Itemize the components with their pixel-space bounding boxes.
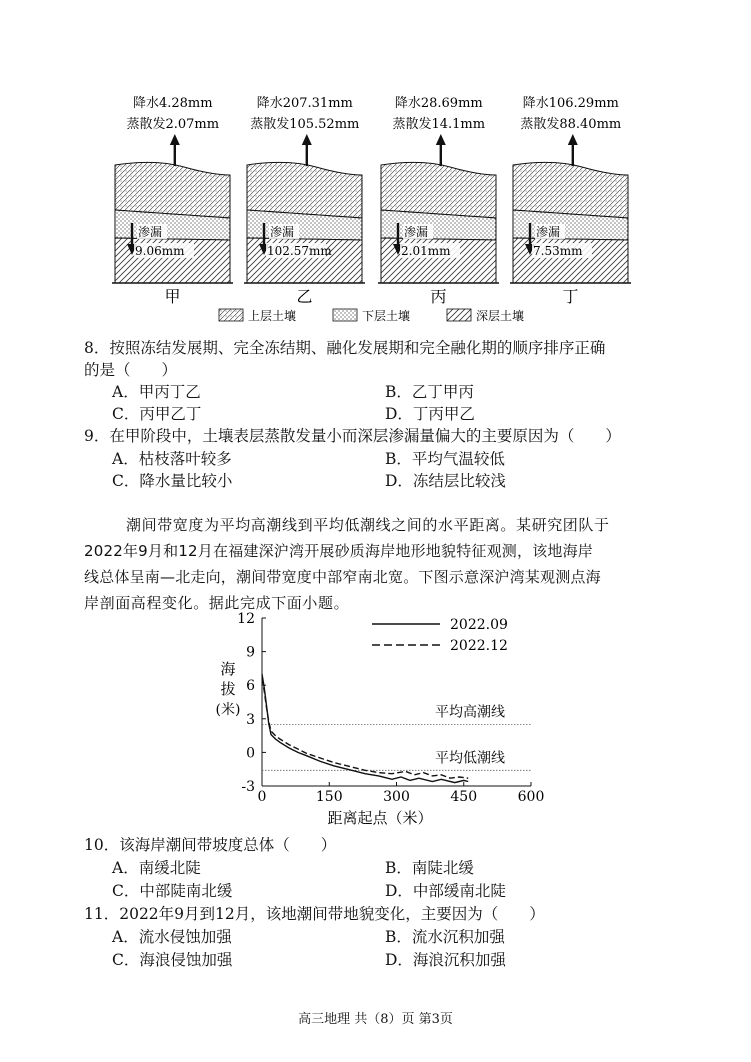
legend-label-2022.12: 2022.12 (450, 638, 508, 654)
panel-id-label: 甲 (164, 287, 181, 306)
q11-option-a[interactable]: A．流水侵蚀加强 (112, 928, 232, 946)
seep-label: 渗漏 (536, 225, 561, 239)
q9-stem: 9．在甲阶段中，土壤表层蒸散发量小而深层渗漏量偏大的主要原因为（ ） (84, 427, 621, 445)
soil-panel-4 (510, 95, 631, 306)
x-tick-label: 450 (450, 789, 478, 805)
legend-swatch-mid (333, 309, 357, 321)
chart-ylabel-char1: 海 (220, 660, 236, 678)
passage-line1: 潮间带宽度为平均高潮线到平均低潮线之间的水平距离。某研究团队于 (126, 516, 610, 534)
panel-id-label: 丁 (562, 287, 579, 306)
q10-option-b[interactable]: B．南陡北缓 (385, 859, 474, 877)
evap-label: 蒸散发88.40mm (520, 117, 622, 132)
seep-label: 渗漏 (404, 225, 429, 239)
seep-label: 渗漏 (270, 225, 295, 239)
passage (84, 512, 674, 616)
q10-option-c[interactable]: C．中部陡南北缓 (112, 882, 233, 900)
evaporation-arrowhead-icon (302, 134, 312, 145)
seep-value: 2.01mm (401, 244, 451, 258)
seep-label: 渗漏 (138, 225, 163, 239)
y-tick-label: 9 (246, 644, 255, 661)
passage-line3: 线总体呈南—北走向，潮间带宽度中部窄南北宽。下图示意深沪湾某观测点海 (84, 568, 601, 586)
soil-panel-2 (244, 95, 365, 306)
soil-layer-top (247, 162, 362, 218)
q11-option-d[interactable]: D．海浪沉积加强 (385, 951, 506, 969)
profile-chart (200, 605, 560, 830)
q8-option-c[interactable]: C．丙甲乙丁 (112, 405, 202, 423)
q8-option-d[interactable]: D．丁丙甲乙 (385, 405, 475, 423)
evap-label: 蒸散发14.1mm (392, 117, 486, 132)
evaporation-arrowhead-icon (568, 134, 578, 145)
legend-label-top: 上层土壤 (248, 309, 297, 323)
q9-option-d[interactable]: D．冻结层比较浅 (385, 472, 506, 490)
q9-option-c[interactable]: C．降水量比较小 (112, 472, 233, 490)
panel-id-label: 丙 (430, 287, 447, 306)
precip-label: 降水28.69mm (394, 96, 483, 111)
precip-label: 降水207.31mm (256, 96, 353, 111)
legend-label-deep: 深层土壤 (476, 309, 525, 323)
soil-panel-1 (112, 95, 233, 306)
soil-layer-top (115, 162, 230, 218)
q10-stem: 10．该海岸潮间带坡度总体（ ） (84, 836, 337, 854)
q11-stem: 11．2022年9月到12月，该地潮间带地貌变化，主要因为（ ） (84, 905, 545, 923)
chart-ylabel-char2: 拔 (220, 680, 236, 698)
soil-layer-top (513, 162, 628, 218)
q10-option-a[interactable]: A．南缓北陡 (112, 859, 201, 877)
panel-id-label: 乙 (296, 287, 313, 306)
evap-label: 蒸散发2.07mm (126, 117, 220, 132)
y-tick-label: 12 (237, 611, 255, 627)
precip-label: 降水106.29mm (522, 96, 619, 111)
evap-label: 蒸散发105.52mm (250, 117, 360, 132)
seep-value: 102.57mm (267, 244, 332, 258)
evaporation-arrowhead-icon (436, 134, 446, 145)
page-footer: 高三地理 共（8）页 第3页 (298, 1012, 453, 1027)
passage-line4: 岸剖面高程变化。据此完成下面小题。 (84, 594, 350, 612)
soil-panels-figure (0, 80, 751, 330)
q8-option-a[interactable]: A．甲丙丁乙 (112, 383, 201, 401)
q9-option-b[interactable]: B．平均气温较低 (385, 450, 505, 468)
x-tick-label: 300 (383, 789, 410, 805)
q11-option-c[interactable]: C．海浪侵蚀加强 (112, 951, 233, 969)
reference-label-1: 平均高潮线 (435, 704, 505, 721)
legend-swatch-top (219, 309, 243, 321)
q8-stem-line1: 8．按照冻结发展期、完全冻结期、融化发展期和完全融化期的顺序排序正确 (84, 339, 606, 357)
legend-label-mid: 下层土壤 (362, 309, 411, 323)
x-tick-label: 150 (315, 789, 343, 805)
q10-option-d[interactable]: D．中部缓南北陡 (385, 882, 506, 900)
y-tick-label: -3 (241, 779, 255, 795)
chart-ylabel-char3: (米) (215, 702, 241, 718)
legend-swatch-deep (447, 309, 471, 321)
x-tick-label: 600 (517, 789, 545, 805)
legend-label-2022.09: 2022.09 (450, 617, 508, 633)
y-tick-label: 0 (246, 745, 255, 762)
x-tick-label: 0 (257, 789, 267, 805)
y-tick-label: 6 (246, 678, 255, 695)
q8-option-b[interactable]: B．乙丁甲丙 (385, 383, 474, 401)
precip-label: 降水4.28mm (132, 96, 213, 111)
q9-option-a[interactable]: A．枯枝落叶较多 (112, 450, 232, 468)
passage-line2: 2022年9月和12月在福建深沪湾开展砂质海岸地形地貌特征观测，该地海岸 (84, 542, 594, 560)
y-tick-label: 3 (246, 711, 255, 728)
soil-panel-3 (378, 95, 499, 306)
seep-value: 7.53mm (533, 244, 583, 258)
soil-legend (219, 308, 524, 323)
q8-stem-line2: 的是（ ） (84, 361, 178, 379)
reference-label-2: 平均低潮线 (435, 750, 505, 767)
evaporation-arrowhead-icon (170, 134, 180, 145)
q11-option-b[interactable]: B．流水沉积加强 (385, 928, 505, 946)
soil-layer-top (381, 162, 496, 218)
seep-value: 9.06mm (135, 244, 185, 258)
chart-xlabel: 距离起点（米） (327, 809, 433, 827)
